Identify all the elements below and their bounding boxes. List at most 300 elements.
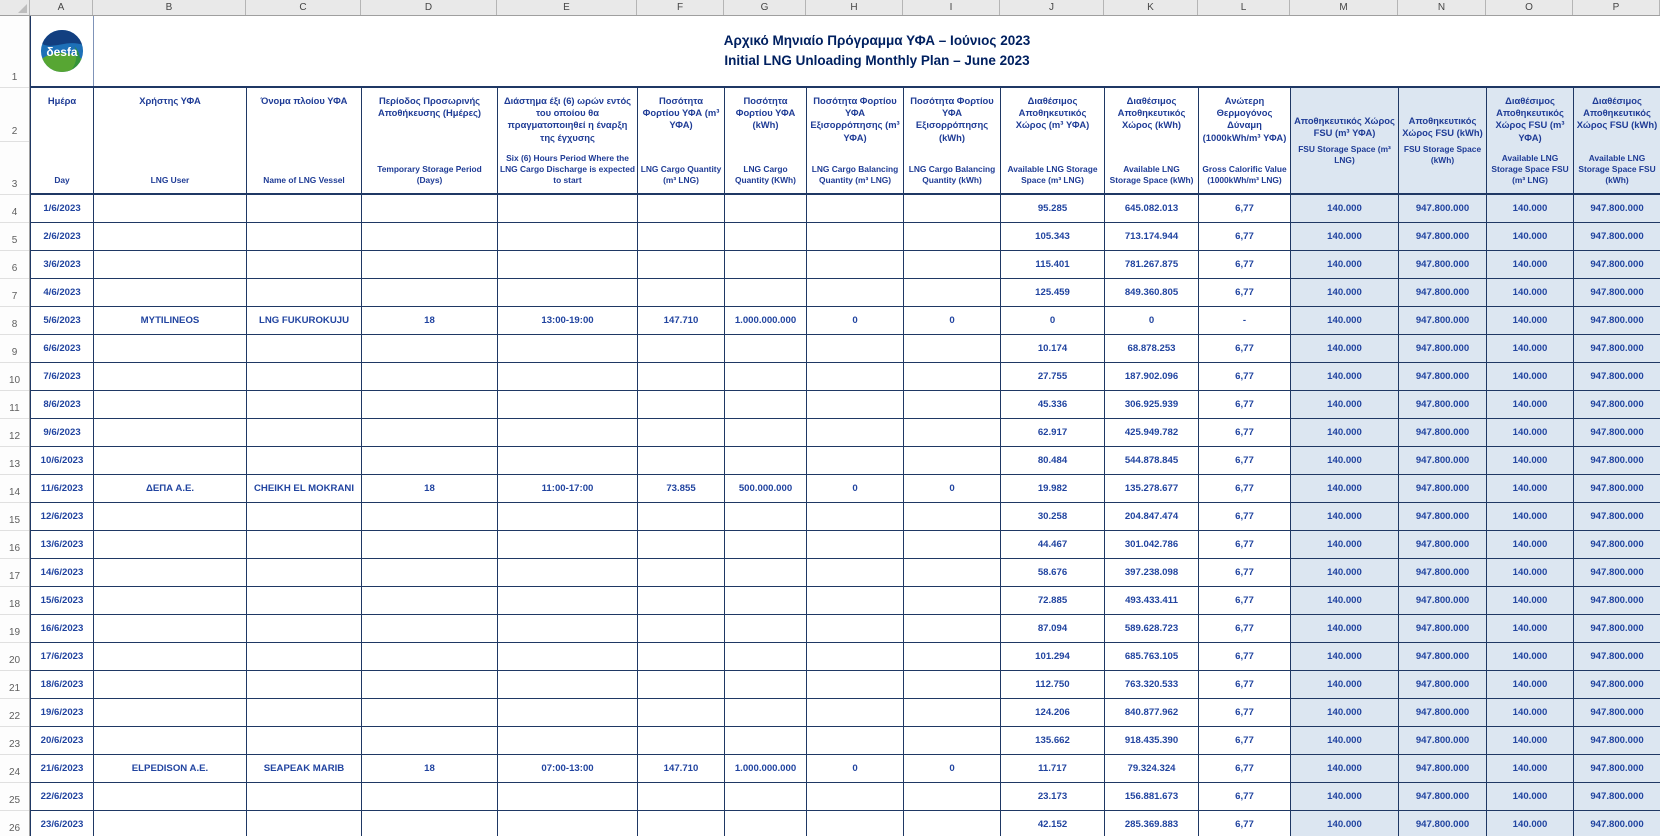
cell-fsu_m3[interactable]: 140.000	[1291, 643, 1399, 671]
cell-user[interactable]	[94, 447, 247, 475]
cell-window[interactable]	[498, 615, 638, 643]
cell-avail_fsu_m3[interactable]: 140.000	[1487, 559, 1574, 587]
cell-day[interactable]: 4/6/2023	[31, 279, 94, 307]
cell-avail_kwh[interactable]: 187.902.096	[1105, 363, 1199, 391]
cell-bal_kwh[interactable]	[904, 559, 1001, 587]
cell-bal_m3[interactable]	[807, 811, 904, 836]
cell-avail_fsu_m3[interactable]: 140.000	[1487, 587, 1574, 615]
cell-vessel[interactable]	[247, 251, 362, 279]
cell-vessel[interactable]	[247, 811, 362, 836]
cell-bal_kwh[interactable]	[904, 391, 1001, 419]
cell-bal_kwh[interactable]	[904, 811, 1001, 836]
cell-avail_kwh[interactable]: 645.082.013	[1105, 195, 1199, 223]
cell-day[interactable]: 14/6/2023	[31, 559, 94, 587]
cell-fsu_kwh[interactable]: 947.800.000	[1399, 811, 1487, 836]
cell-period[interactable]	[362, 335, 498, 363]
cell-period[interactable]	[362, 699, 498, 727]
cell-user[interactable]	[94, 363, 247, 391]
cell-bal_m3[interactable]	[807, 615, 904, 643]
cell-avail_kwh[interactable]: 68.878.253	[1105, 335, 1199, 363]
cell-gcv[interactable]: 6,77	[1199, 391, 1291, 419]
header-cell-bal_m3[interactable]	[807, 88, 904, 193]
cell-gcv[interactable]: 6,77	[1199, 223, 1291, 251]
cell-bal_m3[interactable]	[807, 671, 904, 699]
cell-window[interactable]	[498, 251, 638, 279]
cell-bal_kwh[interactable]	[904, 363, 1001, 391]
cell-avail_kwh[interactable]: 589.628.723	[1105, 615, 1199, 643]
cell-bal_m3[interactable]: 0	[807, 755, 904, 783]
cell-user[interactable]	[94, 251, 247, 279]
row-header-9[interactable]: 9	[0, 335, 29, 363]
cell-cargo_kwh[interactable]	[725, 727, 807, 755]
cell-cargo_m3[interactable]	[638, 419, 725, 447]
row-header-26[interactable]: 26	[0, 811, 29, 836]
header-cell-avail_kwh[interactable]	[1105, 88, 1199, 193]
column-header-i[interactable]: I	[903, 0, 1000, 15]
cell-day[interactable]: 21/6/2023	[31, 755, 94, 783]
column-header-p[interactable]: P	[1573, 0, 1660, 15]
cell-fsu_m3[interactable]: 140.000	[1291, 419, 1399, 447]
row-header-10[interactable]: 10	[0, 363, 29, 391]
cell-avail_fsu_m3[interactable]: 140.000	[1487, 811, 1574, 836]
cell-fsu_kwh[interactable]: 947.800.000	[1399, 419, 1487, 447]
cell-bal_kwh[interactable]: 0	[904, 755, 1001, 783]
cell-avail_fsu_m3[interactable]: 140.000	[1487, 755, 1574, 783]
cell-gcv[interactable]: 6,77	[1199, 643, 1291, 671]
cell-avail_kwh[interactable]: 840.877.962	[1105, 699, 1199, 727]
cell-avail_m3[interactable]: 10.174	[1001, 335, 1105, 363]
cell-avail_fsu_kwh[interactable]: 947.800.000	[1574, 615, 1660, 643]
cell-cargo_m3[interactable]: 147.710	[638, 755, 725, 783]
cell-fsu_m3[interactable]: 140.000	[1291, 503, 1399, 531]
cell-avail_m3[interactable]: 30.258	[1001, 503, 1105, 531]
cell-window[interactable]	[498, 279, 638, 307]
cell-window[interactable]	[498, 363, 638, 391]
cell-period[interactable]	[362, 615, 498, 643]
row-header-7[interactable]: 7	[0, 279, 29, 307]
cell-user[interactable]	[94, 615, 247, 643]
cell-fsu_kwh[interactable]: 947.800.000	[1399, 559, 1487, 587]
header-cell-user[interactable]	[94, 88, 247, 193]
column-header-a[interactable]: A	[30, 0, 93, 15]
cell-fsu_kwh[interactable]: 947.800.000	[1399, 727, 1487, 755]
cell-vessel[interactable]	[247, 587, 362, 615]
cell-window[interactable]	[498, 587, 638, 615]
cell-gcv[interactable]: 6,77	[1199, 671, 1291, 699]
cell-bal_m3[interactable]	[807, 363, 904, 391]
row-header-16[interactable]: 16	[0, 531, 29, 559]
cell-cargo_m3[interactable]: 73.855	[638, 475, 725, 503]
cell-window[interactable]	[498, 335, 638, 363]
cell-cargo_kwh[interactable]: 1.000.000.000	[725, 755, 807, 783]
cell-bal_m3[interactable]: 0	[807, 307, 904, 335]
cell-day[interactable]: 13/6/2023	[31, 531, 94, 559]
cell-cargo_kwh[interactable]	[725, 531, 807, 559]
column-header-h[interactable]: H	[806, 0, 903, 15]
cell-day[interactable]: 16/6/2023	[31, 615, 94, 643]
cell-day[interactable]: 5/6/2023	[31, 307, 94, 335]
cell-period[interactable]	[362, 279, 498, 307]
cell-vessel[interactable]	[247, 643, 362, 671]
cell-user[interactable]	[94, 335, 247, 363]
cell-cargo_m3[interactable]	[638, 727, 725, 755]
column-header-g[interactable]: G	[724, 0, 806, 15]
cell-avail_fsu_m3[interactable]: 140.000	[1487, 531, 1574, 559]
cell-bal_m3[interactable]: 0	[807, 475, 904, 503]
header-cell-period[interactable]	[362, 88, 498, 193]
cell-gcv[interactable]: 6,77	[1199, 783, 1291, 811]
cell-bal_kwh[interactable]	[904, 503, 1001, 531]
cell-fsu_kwh[interactable]: 947.800.000	[1399, 475, 1487, 503]
header-cell-avail_fsu_m3[interactable]	[1487, 88, 1574, 193]
cell-bal_kwh[interactable]: 0	[904, 307, 1001, 335]
cell-avail_m3[interactable]: 23.173	[1001, 783, 1105, 811]
cell-fsu_m3[interactable]: 140.000	[1291, 251, 1399, 279]
row-header-8[interactable]: 8	[0, 307, 29, 335]
cell-user[interactable]	[94, 503, 247, 531]
cell-user[interactable]	[94, 811, 247, 836]
cell-avail_m3[interactable]: 125.459	[1001, 279, 1105, 307]
cell-day[interactable]: 19/6/2023	[31, 699, 94, 727]
cell-avail_m3[interactable]: 105.343	[1001, 223, 1105, 251]
cell-bal_kwh[interactable]	[904, 251, 1001, 279]
cell-fsu_m3[interactable]: 140.000	[1291, 335, 1399, 363]
cell-cargo_kwh[interactable]	[725, 251, 807, 279]
cell-cargo_m3[interactable]: 147.710	[638, 307, 725, 335]
header-cell-day[interactable]	[31, 88, 94, 193]
cell-avail_kwh[interactable]: 685.763.105	[1105, 643, 1199, 671]
row-header-15[interactable]: 15	[0, 503, 29, 531]
cell-day[interactable]: 15/6/2023	[31, 587, 94, 615]
cell-cargo_kwh[interactable]	[725, 391, 807, 419]
cell-bal_kwh[interactable]	[904, 335, 1001, 363]
cell-user[interactable]	[94, 699, 247, 727]
cell-cargo_kwh[interactable]	[725, 447, 807, 475]
cell-avail_kwh[interactable]: 204.847.474	[1105, 503, 1199, 531]
cell-avail_fsu_m3[interactable]: 140.000	[1487, 699, 1574, 727]
cell-cargo_kwh[interactable]: 500.000.000	[725, 475, 807, 503]
cell-period[interactable]	[362, 783, 498, 811]
cell-bal_kwh[interactable]	[904, 699, 1001, 727]
cell-gcv[interactable]: 6,77	[1199, 419, 1291, 447]
cell-gcv[interactable]: 6,77	[1199, 251, 1291, 279]
cell-period[interactable]	[362, 419, 498, 447]
cell-vessel[interactable]	[247, 503, 362, 531]
cell-cargo_m3[interactable]	[638, 279, 725, 307]
header-cell-vessel[interactable]	[247, 88, 362, 193]
cell-vessel[interactable]	[247, 447, 362, 475]
row-header-11[interactable]: 11	[0, 391, 29, 419]
cell-fsu_kwh[interactable]: 947.800.000	[1399, 307, 1487, 335]
column-header-n[interactable]: N	[1398, 0, 1486, 15]
cell-user[interactable]	[94, 223, 247, 251]
row-header-6[interactable]: 6	[0, 251, 29, 279]
cell-avail_fsu_kwh[interactable]: 947.800.000	[1574, 587, 1660, 615]
cell-user[interactable]	[94, 531, 247, 559]
column-header-o[interactable]: O	[1486, 0, 1573, 15]
row-header-19[interactable]: 19	[0, 615, 29, 643]
cell-bal_m3[interactable]	[807, 251, 904, 279]
cell-user[interactable]	[94, 279, 247, 307]
cell-vessel[interactable]	[247, 531, 362, 559]
cell-window[interactable]	[498, 503, 638, 531]
cell-fsu_m3[interactable]: 140.000	[1291, 195, 1399, 223]
cell-avail_kwh[interactable]: 493.433.411	[1105, 587, 1199, 615]
cell-avail_fsu_kwh[interactable]: 947.800.000	[1574, 307, 1660, 335]
cell-fsu_kwh[interactable]: 947.800.000	[1399, 447, 1487, 475]
column-header-b[interactable]: B	[93, 0, 246, 15]
cell-avail_kwh[interactable]: 285.369.883	[1105, 811, 1199, 836]
cell-gcv[interactable]: 6,77	[1199, 727, 1291, 755]
cell-cargo_kwh[interactable]	[725, 363, 807, 391]
cell-user[interactable]: ELPEDISON A.E.	[94, 755, 247, 783]
cell-avail_fsu_m3[interactable]: 140.000	[1487, 671, 1574, 699]
cell-bal_m3[interactable]	[807, 335, 904, 363]
column-header-m[interactable]: M	[1290, 0, 1398, 15]
cell-gcv[interactable]: 6,77	[1199, 195, 1291, 223]
row-header-23[interactable]: 23	[0, 727, 29, 755]
cell-avail_fsu_m3[interactable]: 140.000	[1487, 783, 1574, 811]
cell-day[interactable]: 7/6/2023	[31, 363, 94, 391]
cell-avail_kwh[interactable]: 301.042.786	[1105, 531, 1199, 559]
row-header-22[interactable]: 22	[0, 699, 29, 727]
cell-period[interactable]	[362, 251, 498, 279]
cell-fsu_kwh[interactable]: 947.800.000	[1399, 363, 1487, 391]
cell-avail_fsu_kwh[interactable]: 947.800.000	[1574, 223, 1660, 251]
cell-user[interactable]	[94, 195, 247, 223]
cell-cargo_m3[interactable]	[638, 503, 725, 531]
column-header-f[interactable]: F	[637, 0, 724, 15]
cell-cargo_kwh[interactable]	[725, 419, 807, 447]
cell-fsu_kwh[interactable]: 947.800.000	[1399, 671, 1487, 699]
cell-avail_fsu_kwh[interactable]: 947.800.000	[1574, 755, 1660, 783]
cell-cargo_m3[interactable]	[638, 391, 725, 419]
cell-cargo_m3[interactable]	[638, 671, 725, 699]
cell-day[interactable]: 9/6/2023	[31, 419, 94, 447]
cell-avail_kwh[interactable]: 156.881.673	[1105, 783, 1199, 811]
cell-fsu_m3[interactable]: 140.000	[1291, 587, 1399, 615]
cell-cargo_m3[interactable]	[638, 363, 725, 391]
cell-bal_kwh[interactable]	[904, 587, 1001, 615]
cell-avail_fsu_m3[interactable]: 140.000	[1487, 251, 1574, 279]
cell-fsu_kwh[interactable]: 947.800.000	[1399, 279, 1487, 307]
cell-bal_m3[interactable]	[807, 279, 904, 307]
cell-avail_fsu_m3[interactable]: 140.000	[1487, 615, 1574, 643]
cell-vessel[interactable]	[247, 615, 362, 643]
column-header-k[interactable]: K	[1104, 0, 1198, 15]
cell-a1[interactable]	[31, 16, 94, 86]
cell-day[interactable]: 12/6/2023	[31, 503, 94, 531]
cell-fsu_kwh[interactable]: 947.800.000	[1399, 251, 1487, 279]
row-header-25[interactable]: 25	[0, 783, 29, 811]
cell-cargo_kwh[interactable]: 1.000.000.000	[725, 307, 807, 335]
cell-day[interactable]: 23/6/2023	[31, 811, 94, 836]
cell-bal_m3[interactable]	[807, 531, 904, 559]
cell-fsu_kwh[interactable]: 947.800.000	[1399, 335, 1487, 363]
cell-avail_m3[interactable]: 112.750	[1001, 671, 1105, 699]
cell-period[interactable]	[362, 195, 498, 223]
cell-cargo_kwh[interactable]	[725, 643, 807, 671]
column-header-j[interactable]: J	[1000, 0, 1104, 15]
cell-bal_kwh[interactable]	[904, 419, 1001, 447]
cell-avail_kwh[interactable]: 544.878.845	[1105, 447, 1199, 475]
cell-period[interactable]	[362, 447, 498, 475]
cell-bal_m3[interactable]	[807, 643, 904, 671]
cell-avail_fsu_kwh[interactable]: 947.800.000	[1574, 671, 1660, 699]
cell-gcv[interactable]: 6,77	[1199, 335, 1291, 363]
cell-avail_fsu_m3[interactable]: 140.000	[1487, 307, 1574, 335]
cell-user[interactable]	[94, 783, 247, 811]
cell-avail_fsu_kwh[interactable]: 947.800.000	[1574, 419, 1660, 447]
cell-bal_kwh[interactable]	[904, 447, 1001, 475]
column-header-c[interactable]: C	[246, 0, 361, 15]
cell-avail_kwh[interactable]: 135.278.677	[1105, 475, 1199, 503]
cell-gcv[interactable]: 6,77	[1199, 531, 1291, 559]
cell-day[interactable]: 1/6/2023	[31, 195, 94, 223]
cell-period[interactable]	[362, 363, 498, 391]
cell-cargo_m3[interactable]	[638, 531, 725, 559]
cell-cargo_m3[interactable]	[638, 643, 725, 671]
cell-gcv[interactable]: 6,77	[1199, 587, 1291, 615]
cell-cargo_kwh[interactable]	[725, 783, 807, 811]
cell-avail_fsu_kwh[interactable]: 947.800.000	[1574, 447, 1660, 475]
header-cell-avail_m3[interactable]	[1001, 88, 1105, 193]
cell-bal_kwh[interactable]	[904, 727, 1001, 755]
cell-cargo_kwh[interactable]	[725, 335, 807, 363]
cell-vessel[interactable]	[247, 195, 362, 223]
cell-avail_fsu_m3[interactable]: 140.000	[1487, 419, 1574, 447]
header-cell-fsu_kwh[interactable]	[1399, 88, 1487, 193]
cell-period[interactable]	[362, 587, 498, 615]
cell-cargo_m3[interactable]	[638, 251, 725, 279]
select-all-corner[interactable]	[0, 0, 30, 15]
cell-vessel[interactable]	[247, 335, 362, 363]
cell-cargo_m3[interactable]	[638, 559, 725, 587]
cell-gcv[interactable]: 6,77	[1199, 475, 1291, 503]
cell-avail_m3[interactable]: 11.717	[1001, 755, 1105, 783]
cell-user[interactable]	[94, 391, 247, 419]
cell-bal_kwh[interactable]	[904, 643, 1001, 671]
cell-window[interactable]	[498, 643, 638, 671]
row-header-13[interactable]: 13	[0, 447, 29, 475]
cell-avail_fsu_kwh[interactable]: 947.800.000	[1574, 391, 1660, 419]
cell-avail_m3[interactable]: 58.676	[1001, 559, 1105, 587]
cell-avail_fsu_m3[interactable]: 140.000	[1487, 335, 1574, 363]
cell-avail_fsu_kwh[interactable]: 947.800.000	[1574, 559, 1660, 587]
cell-avail_m3[interactable]: 115.401	[1001, 251, 1105, 279]
cell-fsu_kwh[interactable]: 947.800.000	[1399, 223, 1487, 251]
cell-avail_fsu_kwh[interactable]: 947.800.000	[1574, 335, 1660, 363]
cell-fsu_m3[interactable]: 140.000	[1291, 531, 1399, 559]
cell-avail_fsu_m3[interactable]: 140.000	[1487, 727, 1574, 755]
cell-avail_fsu_kwh[interactable]: 947.800.000	[1574, 475, 1660, 503]
cell-avail_fsu_kwh[interactable]: 947.800.000	[1574, 279, 1660, 307]
cell-window[interactable]	[498, 391, 638, 419]
row-header-21[interactable]: 21	[0, 671, 29, 699]
cell-bal_m3[interactable]	[807, 447, 904, 475]
cell-avail_fsu_m3[interactable]: 140.000	[1487, 363, 1574, 391]
cell-avail_m3[interactable]: 72.885	[1001, 587, 1105, 615]
cell-bal_kwh[interactable]	[904, 615, 1001, 643]
cell-day[interactable]: 6/6/2023	[31, 335, 94, 363]
cell-fsu_m3[interactable]: 140.000	[1291, 391, 1399, 419]
cell-vessel[interactable]	[247, 419, 362, 447]
cell-avail_fsu_m3[interactable]: 140.000	[1487, 279, 1574, 307]
cell-cargo_kwh[interactable]	[725, 559, 807, 587]
row-header-1[interactable]: 1	[0, 16, 29, 88]
header-cell-bal_kwh[interactable]	[904, 88, 1001, 193]
cell-avail_m3[interactable]: 124.206	[1001, 699, 1105, 727]
column-header-l[interactable]: L	[1198, 0, 1290, 15]
cell-gcv[interactable]: 6,77	[1199, 363, 1291, 391]
cell-fsu_m3[interactable]: 140.000	[1291, 671, 1399, 699]
cell-cargo_m3[interactable]	[638, 195, 725, 223]
row-header-24[interactable]: 24	[0, 755, 29, 783]
cell-fsu_m3[interactable]: 140.000	[1291, 475, 1399, 503]
cell-avail_m3[interactable]: 95.285	[1001, 195, 1105, 223]
cell-bal_m3[interactable]	[807, 223, 904, 251]
cell-avail_kwh[interactable]: 79.324.324	[1105, 755, 1199, 783]
cell-fsu_m3[interactable]: 140.000	[1291, 615, 1399, 643]
cell-bal_m3[interactable]	[807, 195, 904, 223]
cell-period[interactable]	[362, 531, 498, 559]
cell-fsu_kwh[interactable]: 947.800.000	[1399, 587, 1487, 615]
cell-avail_fsu_kwh[interactable]: 947.800.000	[1574, 727, 1660, 755]
cell-avail_fsu_kwh[interactable]: 947.800.000	[1574, 503, 1660, 531]
cell-fsu_m3[interactable]: 140.000	[1291, 223, 1399, 251]
cell-fsu_m3[interactable]: 140.000	[1291, 783, 1399, 811]
cell-avail_m3[interactable]: 62.917	[1001, 419, 1105, 447]
cell-cargo_kwh[interactable]	[725, 811, 807, 836]
cell-window[interactable]	[498, 531, 638, 559]
cell-bal_m3[interactable]	[807, 699, 904, 727]
cell-avail_fsu_m3[interactable]: 140.000	[1487, 643, 1574, 671]
cell-day[interactable]: 18/6/2023	[31, 671, 94, 699]
cell-vessel[interactable]	[247, 223, 362, 251]
cell-vessel[interactable]	[247, 279, 362, 307]
cell-avail_kwh[interactable]: 397.238.098	[1105, 559, 1199, 587]
column-header-e[interactable]: E	[497, 0, 637, 15]
cell-user[interactable]	[94, 419, 247, 447]
cell-bal_kwh[interactable]	[904, 671, 1001, 699]
cell-fsu_kwh[interactable]: 947.800.000	[1399, 783, 1487, 811]
cell-bal_kwh[interactable]	[904, 531, 1001, 559]
cell-cargo_m3[interactable]	[638, 447, 725, 475]
cell-period[interactable]: 18	[362, 475, 498, 503]
cell-avail_m3[interactable]: 42.152	[1001, 811, 1105, 836]
cell-avail_m3[interactable]: 87.094	[1001, 615, 1105, 643]
cell-period[interactable]: 18	[362, 755, 498, 783]
cell-vessel[interactable]: CHEIKH EL MOKRANI	[247, 475, 362, 503]
cell-vessel[interactable]	[247, 363, 362, 391]
cell-vessel[interactable]	[247, 727, 362, 755]
cell-avail_kwh[interactable]: 0	[1105, 307, 1199, 335]
cell-cargo_kwh[interactable]	[725, 223, 807, 251]
cell-day[interactable]: 2/6/2023	[31, 223, 94, 251]
cell-avail_kwh[interactable]: 713.174.944	[1105, 223, 1199, 251]
cell-bal_kwh[interactable]	[904, 195, 1001, 223]
cell-avail_kwh[interactable]: 918.435.390	[1105, 727, 1199, 755]
cell-user[interactable]	[94, 643, 247, 671]
cell-period[interactable]	[362, 223, 498, 251]
cell-gcv[interactable]: 6,77	[1199, 699, 1291, 727]
cell-window[interactable]	[498, 783, 638, 811]
header-cell-cargo_m3[interactable]	[638, 88, 725, 193]
cell-avail_m3[interactable]: 101.294	[1001, 643, 1105, 671]
cell-fsu_kwh[interactable]: 947.800.000	[1399, 615, 1487, 643]
cell-fsu_m3[interactable]: 140.000	[1291, 559, 1399, 587]
cell-fsu_kwh[interactable]: 947.800.000	[1399, 643, 1487, 671]
